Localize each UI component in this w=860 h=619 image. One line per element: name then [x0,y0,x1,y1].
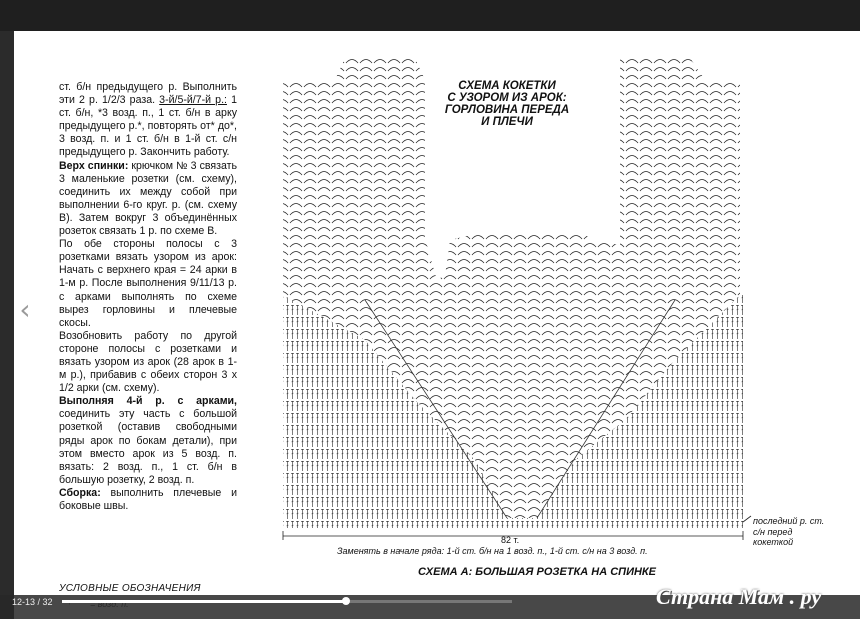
last-row-note: последний р. ст. с/н перед кокеткой [753,516,825,547]
chevron-left-icon[interactable]: ‹ [19,292,31,326]
progress-knob[interactable] [342,597,350,605]
watermark-logo: Страна Мам . ру [656,584,822,609]
width-label: 82 т. [501,535,520,545]
replace-note: Заменять в начале ряда: 1-й ст. б/н на 1 возд. п., 1-й ст. с/н на 3 возд. п. [337,546,648,556]
assembly-text: выполнить плечевые и боковые швы. [59,486,238,512]
last-row-marker [743,516,751,522]
scheme-a-title: СХЕМА А: БОЛЬШАЯ РОЗЕТКА НА СПИНКЕ [418,566,657,578]
page-counter: 12-13 / 32 [12,597,53,607]
row4-label: Выполняя 4-й р. с арками, [59,395,237,408]
paragraph-2: По обе стороны полосы с 3 розетками вязать узором из арок: Начать с верхнего края = 24 арки в 1-м р. После выполнения 9/11/13 р. с арками выполнять по схеме вырез горловины и плечевые скосы. [59,238,237,329]
scheme-title [432,80,582,128]
instructions-text [59,81,237,513]
progress-fill [62,600,346,603]
back-text: крючком № 3 связать 3 маленькие розетки (см. схему), соединить их между собой при выполнении 6-го круг. р. (см. схему В). Затем вокруг 3 объединённых розеток связать 1 р. по схеме В. [59,159,237,238]
scheme-title-line3: ГОРЛОВИНА ПЕРЕДА [444,104,570,116]
rows-text: 1 ст. б/н, *3 возд. п., 1 ст. б/н в арку предыдущего р.*, повторять от* до*, 3 возд. п. и 1 ст. б/н в 1-й ст. с/н предыдущего р. Закончить работу. [59,94,237,159]
back-label: Верх спинки: [59,159,129,172]
text-line-2: Выполнить эти 2 р. 1/2/3 раза. [59,81,237,107]
assembly-label: Сборка: [59,486,101,499]
scheme-title-line1: СХЕМА КОКЕТКИ [458,80,556,92]
legend-title: УСЛОВНЫЕ ОБОЗНАЧЕНИЯ [59,583,201,594]
paragraph-3: Возобновить работу по другой стороне полосы с розетками и вязать узором из арок (28 арок в 1-м р.), прибавив с обеих сторон 3 х 1/2 арки (см. схему). [59,329,237,395]
row4-text: соединить эту часть с большой розеткой (оставив свободными ряды арок по бокам детали), при этом вместо арок из 5 возд. п. вязать: 2 возд. п., 1 ст. б/н в большую розетку, 2 возд. п. [59,408,237,486]
rows-label: 3-й/5-й/7-й р.: [159,94,227,107]
scheme-title-line2: С УЗОРОМ ИЗ АРОК: [447,92,567,104]
viewer-top-bar [0,0,860,31]
text-line-1: ст. б/н предыдущего р. [59,81,178,93]
scheme-title-line4: И ПЛЕЧИ [481,116,533,128]
